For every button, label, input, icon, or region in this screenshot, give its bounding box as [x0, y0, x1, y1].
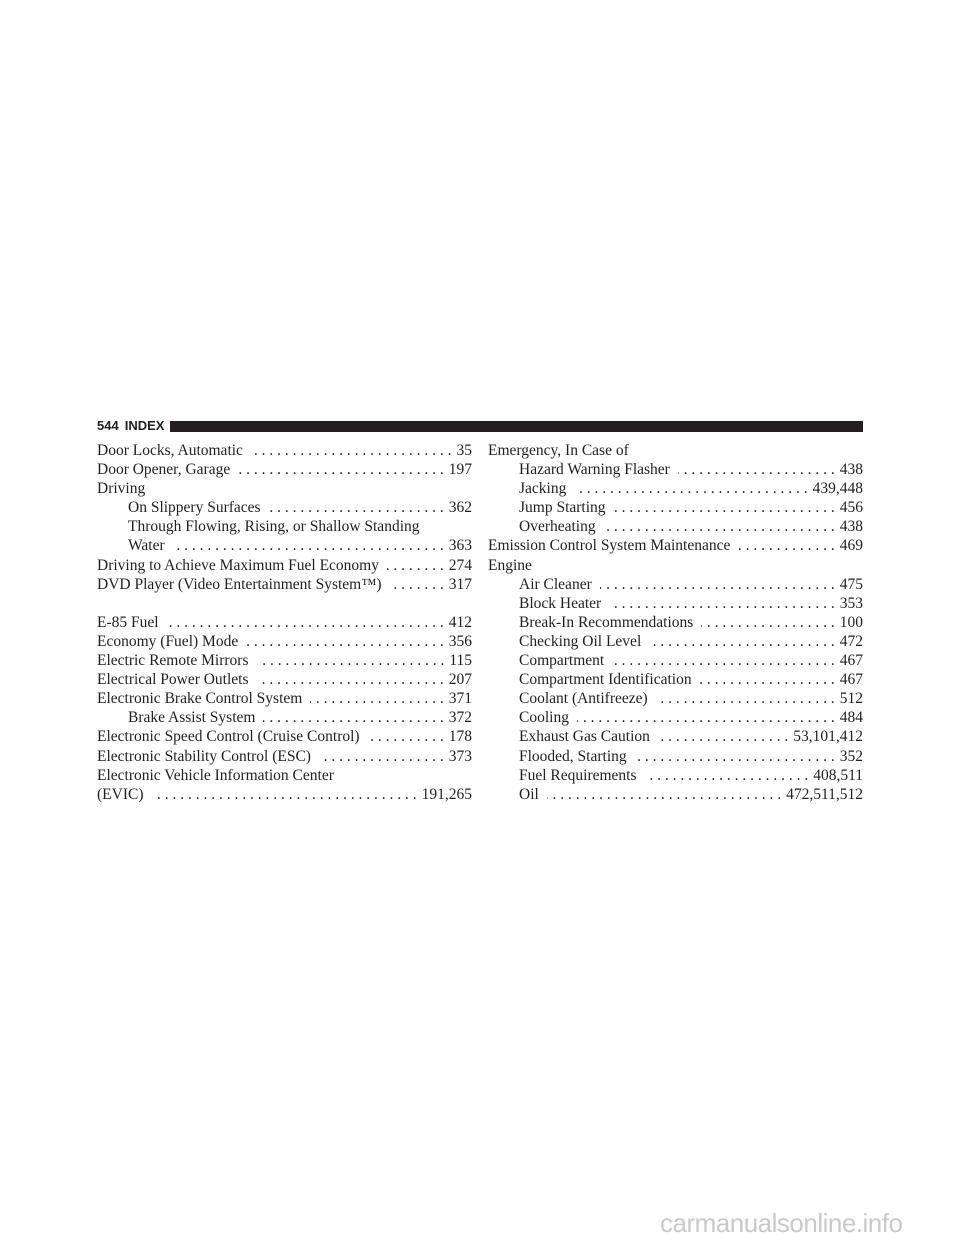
entry-label: DVD Player (Video Entertainment System™) [97, 575, 382, 593]
header-rule [170, 421, 863, 432]
index-entry [97, 785, 472, 804]
index-heading: Engine [488, 556, 532, 574]
dot-leader [614, 498, 835, 517]
page-number: 544 [97, 418, 119, 433]
dot-leader [251, 441, 452, 460]
entry-page-ref: 356 [448, 632, 472, 650]
index-entry [97, 632, 472, 651]
dot-leader [173, 536, 444, 555]
index-entry [97, 613, 472, 632]
index-entry [488, 747, 863, 766]
entry-page-ref: 408,511 [813, 766, 863, 784]
entry-page-ref: 438 [839, 518, 863, 536]
index-entry [97, 747, 472, 766]
dot-leader [269, 498, 444, 517]
entry-page-ref: 372 [448, 709, 472, 727]
index-heading: Electronic Vehicle Information Center [97, 766, 334, 784]
entry-label: Electronic Brake Control System [97, 690, 303, 708]
dot-leader [246, 632, 444, 651]
dot-leader [645, 766, 809, 785]
index-entry [97, 498, 472, 517]
entry-page-ref: 373 [448, 747, 472, 765]
dot-leader [263, 708, 443, 727]
entry-page-ref: 439,448 [812, 480, 863, 498]
dot-leader [649, 632, 835, 651]
entry-page-ref: 475 [839, 575, 863, 593]
index-entry [488, 498, 863, 517]
index-entry [97, 689, 472, 708]
entry-page-ref: 53,101,412 [793, 728, 863, 746]
entry-page-ref: 317 [448, 575, 472, 593]
entry-label: Checking Oil Level [519, 632, 642, 650]
index-column-right [488, 441, 863, 804]
entry-label: Electronic Stability Control (ESC) [97, 747, 311, 765]
dot-leader [701, 613, 834, 632]
entry-page-ref: 274 [448, 556, 472, 574]
entry-label: Jump Starting [519, 499, 606, 517]
entry-page-ref: 207 [448, 671, 472, 689]
index-entry [488, 594, 863, 613]
dot-leader [547, 785, 781, 804]
dot-leader [310, 689, 443, 708]
index-entry [97, 727, 472, 746]
dot-leader [257, 670, 444, 689]
index-entry [488, 785, 863, 804]
index-heading: Through Flowing, Rising, or Shallow Standing [128, 518, 420, 536]
entry-page-ref: 115 [449, 652, 472, 670]
entry-page-ref: 456 [839, 499, 863, 517]
entry-label: Electronic Speed Control (Cruise Control) [97, 728, 360, 746]
entry-page-ref: 35 [456, 442, 472, 459]
index-column-left [97, 441, 472, 804]
entry-label: Door Locks, Automatic [97, 442, 243, 459]
dot-leader [238, 460, 444, 479]
dot-leader [604, 517, 835, 536]
index-entry [488, 689, 863, 708]
index-heading: Emergency, In Case of [488, 442, 629, 459]
entry-label: Hazard Warning Flasher [519, 461, 670, 479]
entry-label: Coolant (Antifreeze) [519, 690, 648, 708]
entry-label: Electric Remote Mirrors [97, 652, 249, 670]
entry-page-ref: 362 [448, 499, 472, 517]
dot-leader [612, 651, 835, 670]
dot-leader [656, 689, 835, 708]
entry-page-ref: 469 [839, 537, 863, 555]
entry-label: Overheating [519, 518, 596, 536]
dot-leader [368, 727, 444, 746]
entry-page-ref: 191,265 [421, 785, 472, 803]
entry-label: Economy (Fuel) Mode [97, 632, 239, 650]
index-entry [97, 536, 472, 555]
dot-leader [609, 594, 835, 613]
entry-label: Electrical Power Outlets [97, 671, 249, 689]
index-entry [488, 708, 863, 727]
entry-label: Air Cleaner [519, 575, 592, 593]
entry-label: Compartment [519, 652, 605, 670]
entry-label: Water [128, 537, 165, 555]
entry-page-ref: 438 [839, 461, 863, 479]
entry-label: Block Heater [519, 594, 602, 612]
dot-leader [152, 785, 417, 804]
index-entry [488, 632, 863, 651]
index-entry [97, 575, 472, 594]
dot-leader [600, 575, 835, 594]
entry-page-ref: 371 [448, 690, 472, 708]
entry-label: Driving to Achieve Maximum Fuel Economy [97, 556, 379, 574]
index-entry [97, 670, 472, 689]
entry-page-ref: 467 [839, 671, 863, 689]
entry-label: On Slippery Surfaces [128, 499, 261, 517]
dot-leader [387, 556, 444, 575]
index-entry [488, 479, 863, 498]
dot-leader [577, 708, 835, 727]
dot-leader [257, 651, 445, 670]
dot-leader [678, 460, 835, 479]
dot-leader [635, 747, 835, 766]
index-heading: Driving [97, 480, 146, 498]
dot-leader [319, 747, 444, 766]
index-entry [488, 536, 863, 555]
entry-page-ref: 353 [839, 594, 863, 612]
index-entry [488, 517, 863, 536]
entry-page-ref: 472 [839, 632, 863, 650]
entry-label: Cooling [519, 709, 569, 727]
entry-page-ref: 197 [448, 461, 472, 479]
watermark: carmanualsonline.info [660, 1208, 903, 1238]
entry-label: Compartment Identification [519, 671, 692, 689]
entry-label: E-85 Fuel [97, 613, 159, 631]
index-entry [488, 766, 863, 785]
entry-label: Fuel Requirements [519, 766, 637, 784]
entry-label: Jacking [519, 480, 567, 498]
index-entry [97, 708, 472, 727]
dot-leader [167, 613, 444, 632]
entry-page-ref: 467 [839, 652, 863, 670]
entry-label: Break-In Recommendations [519, 613, 694, 631]
index-entry [488, 727, 863, 746]
entry-label: Oil [519, 785, 539, 803]
dot-leader [658, 727, 788, 746]
dot-leader [700, 670, 835, 689]
entry-page-ref: 484 [839, 709, 863, 727]
index-entry [488, 613, 863, 632]
entry-page-ref: 363 [448, 537, 472, 555]
entry-label: Door Opener, Garage [97, 461, 231, 479]
section-title: INDEX [124, 418, 165, 433]
index-entry [97, 460, 472, 479]
index-entry [488, 460, 863, 479]
entry-label: Flooded, Starting [519, 747, 627, 765]
dot-leader [574, 479, 807, 498]
entry-page-ref: 512 [839, 690, 863, 708]
entry-label: Emission Control System Maintenance [488, 537, 731, 555]
index-entry [97, 651, 472, 670]
entry-page-ref: 472,511,512 [786, 785, 863, 803]
index-entry [488, 670, 863, 689]
entry-label: Brake Assist System [128, 709, 256, 727]
entry-page-ref: 178 [448, 728, 472, 746]
entry-page-ref: 412 [448, 613, 472, 631]
dot-leader [390, 575, 444, 594]
entry-label: (EVIC) [97, 785, 144, 803]
index-gap [97, 594, 472, 613]
index-entry [97, 556, 472, 575]
index-entry [488, 575, 863, 594]
dot-leader [738, 536, 834, 555]
entry-page-ref: 352 [839, 747, 863, 765]
index-entry [488, 651, 863, 670]
index-entry [97, 441, 472, 460]
entry-label: Exhaust Gas Caution [519, 728, 650, 746]
page-header [97, 416, 863, 436]
entry-page-ref: 100 [839, 613, 863, 631]
